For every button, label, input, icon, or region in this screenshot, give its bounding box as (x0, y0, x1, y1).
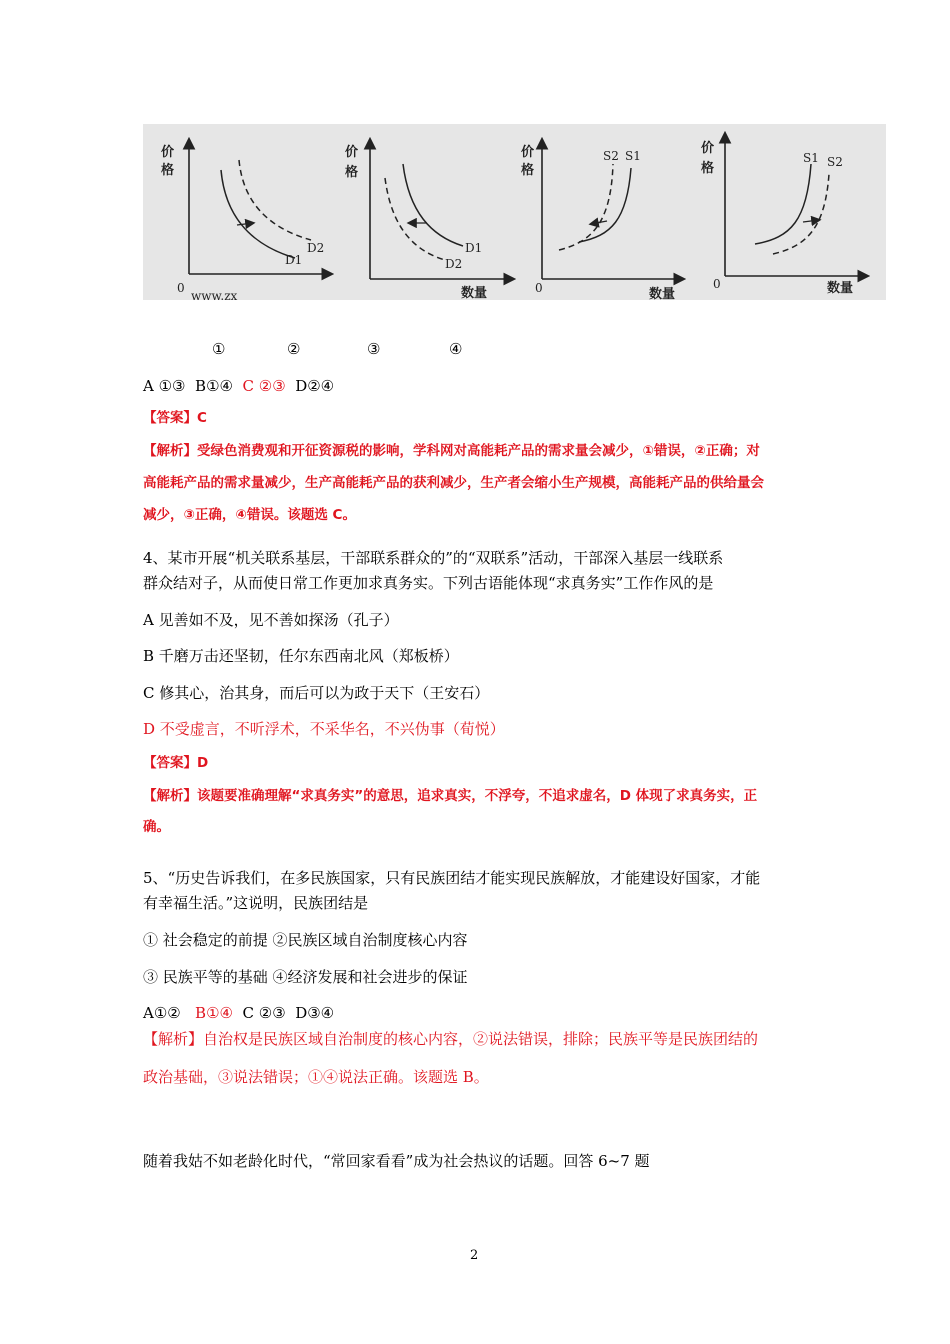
fig2-ylabel-2: 格 (345, 165, 359, 180)
figure-4 (701, 134, 867, 296)
q3-analysis-line-2: 高能耗产品的需求量减少，生产高能耗产品的获利减少，生产者会缩小生产规模，高能耗产品的供给量会 (143, 475, 764, 491)
fig2-curve-d1 (403, 164, 463, 246)
fig3-xlabel: 数量 (649, 287, 676, 300)
figure-1 (161, 140, 331, 300)
figures-svg (143, 124, 886, 300)
q5-option-a: A①② (143, 1004, 181, 1022)
q5-stem-line-2: 有幸福生活。”这说明，民族团结是 (143, 894, 369, 912)
q3-answer: 【答案】C (143, 410, 207, 426)
q5-stem-line-1: 5、“历史告诉我们，在多民族国家，只有民族团结才能实现民族解放，才能建设好国家，才能 (143, 869, 761, 887)
fig4-curve-s1 (755, 164, 811, 244)
fig1-origin: 0 (177, 281, 185, 295)
figure-number-4: ④ (449, 340, 463, 358)
fig3-curve-s2 (559, 164, 613, 250)
fig4-label-s2: S2 (827, 155, 843, 169)
q3-option-c: C ②③ (242, 377, 286, 395)
intro-q6-7: 随着我姑不如老龄化时代，“常回家看看”成为社会热议的话题。回答 6~7 题 (143, 1152, 650, 1170)
fig1-label-d1: D1 (285, 253, 303, 267)
fig4-label-s1: S1 (803, 151, 819, 165)
q5-analysis-line-1: 【解析】自治权是民族区域自治制度的核心内容，②说法错误，排除；民族平等是民族团结的 (143, 1030, 759, 1048)
fig3-arrow (591, 221, 607, 224)
fig3-origin: 0 (535, 281, 543, 295)
q3-analysis-line-3: 减少，③正确，④错误。该题选 C。 (143, 507, 356, 523)
fig3-ylabel-1: 价 (521, 145, 535, 160)
figure-number-1: ① (212, 340, 226, 358)
fig2-curve-d2 (385, 178, 445, 260)
q5-analysis-line-2: 政治基础，③说法错误；①④说法正确。该题选 B。 (143, 1068, 489, 1086)
fig3-ylabel-2: 格 (521, 163, 535, 178)
q4-option-d: D 不受虚言，不听浮术，不采华名，不兴伪事（荀悦） (143, 720, 505, 738)
fig4-origin: 0 (713, 277, 721, 291)
q3-option-a: A ①③ (143, 377, 186, 395)
q4-answer: 【答案】D (143, 755, 209, 771)
q3-analysis-line-1: 【解析】受绿色消费观和开征资源税的影响，学科网对高能耗产品的需求量会减少，①错误，②正确；对 (143, 443, 760, 459)
q4-option-b: B 千磨万击还坚韧，任尔东西南北风（郑板桥） (143, 647, 459, 665)
page-number: 2 (470, 1248, 479, 1263)
q3-options (143, 375, 334, 397)
fig2-label-d2: D2 (445, 257, 463, 271)
fig2-xlabel: 数量 (461, 286, 488, 300)
q5-option-b: B①④ (195, 1004, 233, 1022)
fig1-curve-d1 (221, 170, 295, 258)
q5-option-c: C ②③ (242, 1004, 286, 1022)
fig1-ylabel-1: 价 (161, 145, 175, 160)
q3-option-d: D②④ (295, 377, 335, 395)
q5-item-line-2: ③ 民族平等的基础 ④经济发展和社会进步的保证 (143, 968, 468, 986)
fig1-watermark: www.zx (191, 289, 238, 300)
q5-options (143, 1002, 334, 1024)
fig3-curve-s1 (579, 168, 631, 242)
q5-item-line-1: ① 社会稳定的前提 ②民族区域自治制度核心内容 (143, 931, 468, 949)
figure-number-3: ③ (367, 340, 381, 358)
fig1-ylabel-2: 格 (161, 163, 175, 178)
fig3-label-s1: S1 (625, 149, 641, 163)
q4-analysis-line-1: 【解析】该题要准确理解“求真务实”的意思，追求真实，不浮夸，不追求虚名，D 体现了求真务实，正 (143, 788, 758, 804)
figure-2 (345, 140, 513, 300)
q3-option-b: B①④ (195, 377, 233, 395)
fig4-curve-s2 (773, 174, 829, 254)
q4-stem-line-2: 群众结对子，从而使日常工作更加求真务实。下列古语能体现“求真务实”工作作风的是 (143, 574, 714, 592)
supply-demand-figures (143, 124, 886, 300)
fig4-xlabel: 数量 (827, 281, 854, 296)
fig1-label-d2: D2 (307, 241, 325, 255)
figure-3 (521, 140, 683, 300)
fig1-curve-d2 (239, 160, 311, 240)
fig2-ylabel-1: 价 (345, 145, 359, 160)
fig4-arrow (803, 220, 819, 222)
fig3-label-s2: S2 (603, 149, 619, 163)
fig4-ylabel-1: 价 (701, 141, 715, 156)
q4-option-a: A 见善如不及，见不善如探汤（孔子） (143, 611, 399, 629)
q4-analysis-line-2: 确。 (143, 819, 170, 835)
figure-number-2: ② (287, 340, 301, 358)
fig4-ylabel-2: 格 (701, 161, 715, 176)
q5-option-d: D③④ (295, 1004, 335, 1022)
q4-stem-line-1: 4、某市开展“机关联系基层，干部联系群众的”的“双联系”活动，干部深入基层一线联系 (143, 549, 724, 567)
q4-option-c: C 修其心，治其身，而后可以为政于天下（王安石） (143, 684, 490, 702)
fig1-arrow (237, 223, 253, 225)
fig2-label-d1: D1 (465, 241, 483, 255)
